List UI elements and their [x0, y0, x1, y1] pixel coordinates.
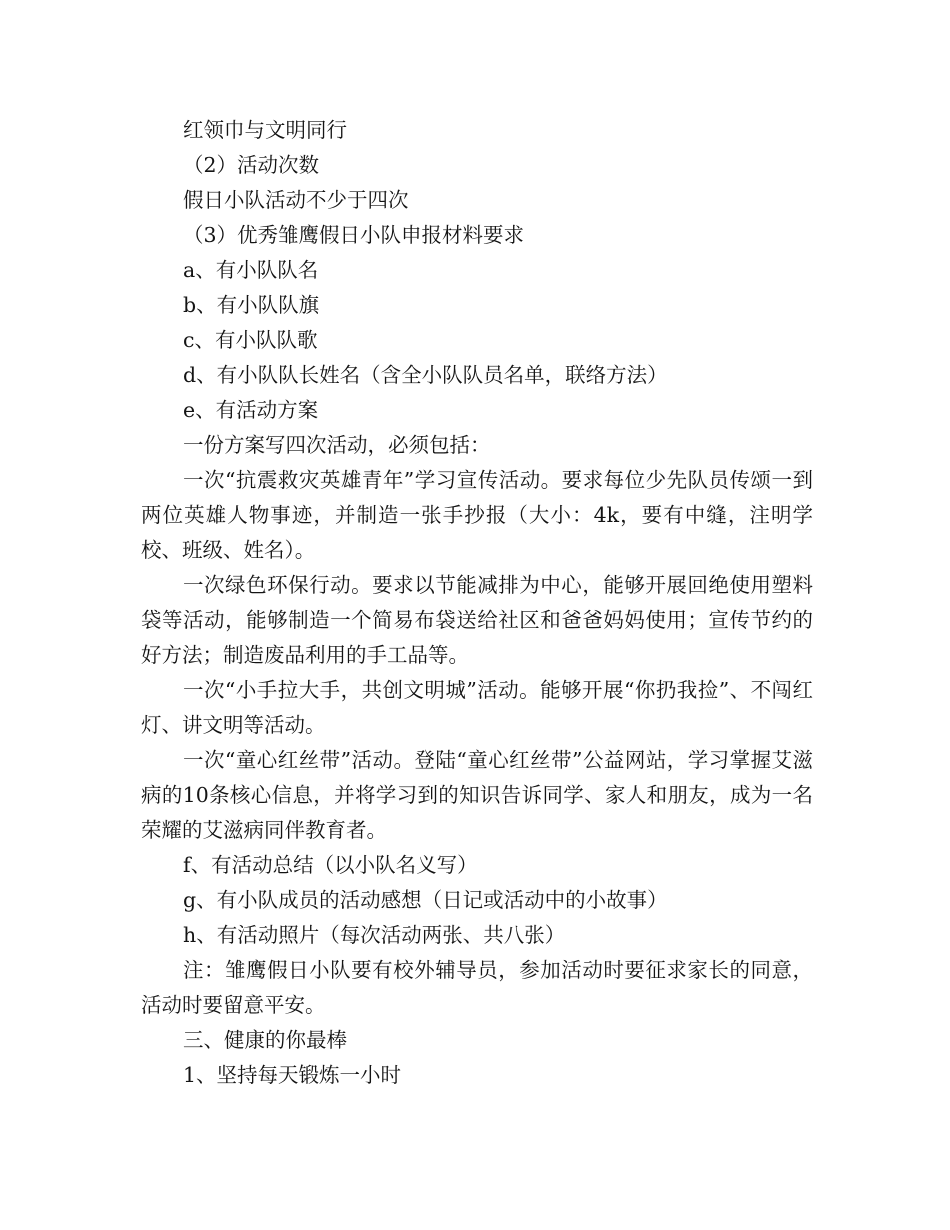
list-item: a、有小队队名: [183, 258, 319, 282]
document-body: [141, 113, 813, 1093]
paragraph: 一次绿色环保行动。要求以节能减排为中心，能够开展回绝使用塑料袋等活动，能够制造一个简易布袋送给社区和爸爸妈妈使用；宣传节约的好方法；制造废品利用的手工品等。: [141, 573, 813, 667]
list-item: b、有小队队旗: [183, 293, 320, 317]
section-heading: （2）活动次数: [183, 153, 320, 177]
list-item: d、有小队队长姓名（含全小队队员名单，联络方法）: [183, 363, 668, 387]
paragraph: 一份方案写四次活动，必须包括：: [183, 433, 491, 457]
paragraph: 一次“小手拉大手，共创文明城”活动。能够开展“你扔我捡”、不闯红灯、讲文明等活动。: [141, 678, 813, 737]
list-item: c、有小队队歌: [183, 328, 318, 352]
section-heading: （3）优秀雏鹰假日小队申报材料要求: [183, 223, 525, 247]
note-paragraph: 注：雏鹰假日小队要有校外辅导员，参加活动时要征求家长的同意，活动时要留意平安。: [141, 958, 813, 1017]
list-item: h、有活动照片（每次活动两张、共八张）: [183, 923, 566, 947]
list-item: f、有活动总结（以小队名义写）: [183, 853, 478, 877]
list-item: 1、坚持每天锻炼一小时: [183, 1063, 402, 1087]
list-item: e、有活动方案: [183, 398, 319, 422]
section-heading: 三、健康的你最棒: [183, 1028, 347, 1052]
paragraph: 一次“抗震救灾英雄青年”学习宣传活动。要求每位少先队员传颂一到两位英雄人物事迹，并制造一张手抄报（大小：4k，要有中缝，注明学校、班级、姓名）。: [141, 468, 813, 562]
paragraph: 假日小队活动不少于四次: [183, 188, 409, 212]
paragraph: 一次“童心红丝带”活动。登陆“童心红丝带”公益网站，学习掌握艾滋病的10条核心信息，并将学习到的知识告诉同学、家人和朋友，成为一名荣耀的艾滋病同伴教育者。: [141, 748, 813, 842]
list-item: g、有小队成员的活动感想（日记或活动中的小故事）: [183, 888, 668, 912]
paragraph: 红领巾与文明同行: [183, 118, 347, 142]
